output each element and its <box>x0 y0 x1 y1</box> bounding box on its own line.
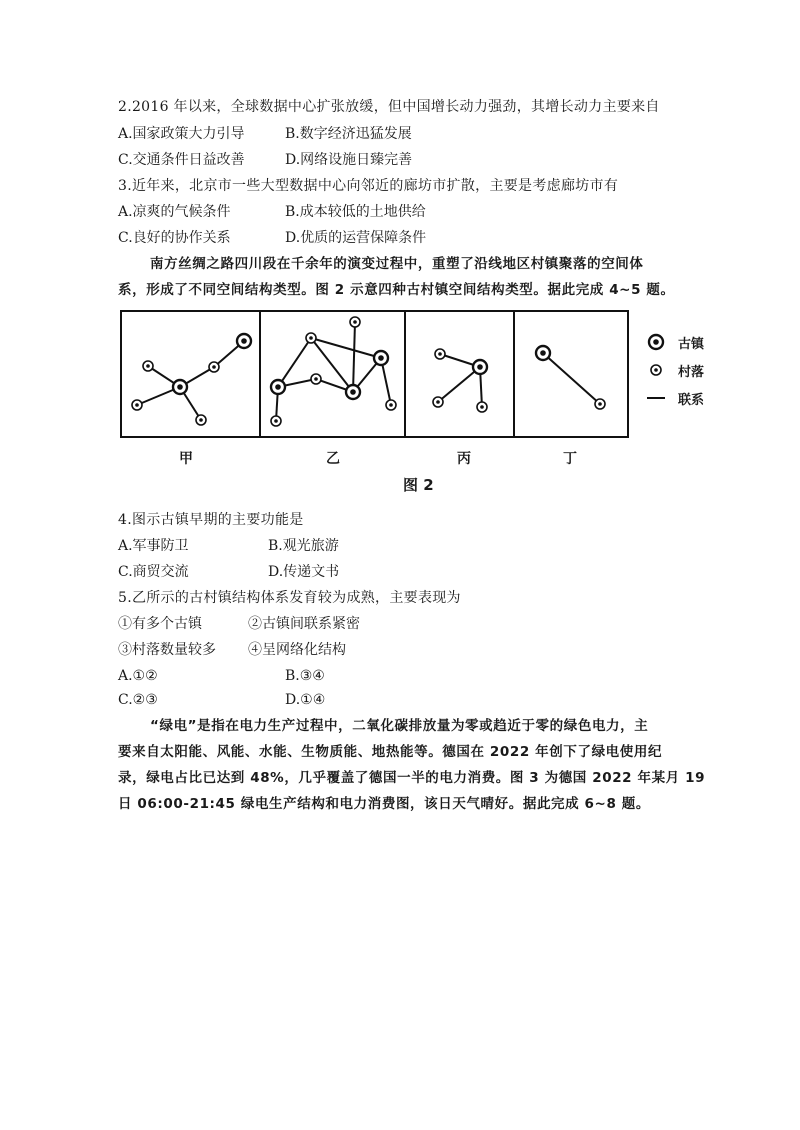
village-node <box>196 415 206 425</box>
panel-ding-link <box>543 353 600 404</box>
intro3-line3: 录，绿电占比已达到 48%，几乎覆盖了德国一半的电力消费。图 3 为德国 2022 年某月 19 <box>118 770 706 786</box>
legend-village-label: 村落 <box>678 365 705 380</box>
panel-label-yi: 乙 <box>326 451 340 467</box>
town-node <box>237 334 251 348</box>
panel-jia-network <box>137 341 244 420</box>
legend-link-label: 联系 <box>678 393 705 408</box>
panel-yi-network <box>276 322 391 421</box>
intro2-line2: 系，形成了不同空间结构类型。图 2 示意四种古村镇空间结构类型。据此完成 4~5 题。 <box>118 282 675 298</box>
village-node <box>311 374 321 384</box>
q3-option-c: C.良好的协作关系 <box>118 230 231 246</box>
q4-option-b: B.观光旅游 <box>268 538 339 554</box>
intro3-line1: “绿电”是指在电力生产过程中，二氧化碳排放量为零或趋近于零的绿色电力，主 <box>150 718 649 734</box>
panel-label-ding: 丁 <box>563 451 577 467</box>
village-node <box>306 333 316 343</box>
q4-stem: 4.图示古镇早期的主要功能是 <box>118 512 304 528</box>
panel-label-bing: 丙 <box>457 451 471 467</box>
town-node <box>173 380 187 394</box>
legend-town-label: 古镇 <box>678 337 705 352</box>
village-node <box>350 317 360 327</box>
figure-2-caption: 图 2 <box>403 476 434 494</box>
town-node <box>374 351 388 365</box>
q3-option-a: A.凉爽的气候条件 <box>118 204 231 220</box>
intro2-line1: 南方丝绸之路四川段在千余年的演变过程中，重塑了沿线地区村镇聚落的空间体 <box>150 256 644 272</box>
q5-statement-2: ②古镇间联系紧密 <box>248 616 360 632</box>
figure-2-diagram <box>118 308 698 498</box>
village-node <box>386 400 396 410</box>
q2-option-c: C.交通条件日益改善 <box>118 152 245 168</box>
q5-statement-3: ③村落数量较多 <box>118 642 216 658</box>
intro3-line2: 要来自太阳能、风能、水能、生物质能、地热能等。德国在 2022 年创下了绿电使用纪 <box>118 744 663 760</box>
q3-option-d: D.优质的运营保障条件 <box>285 230 427 246</box>
legend-town-icon <box>649 335 663 349</box>
village-node <box>595 399 605 409</box>
town-node <box>473 360 487 374</box>
village-node <box>132 400 142 410</box>
village-node <box>209 362 219 372</box>
q2-option-a: A.国家政策大力引导 <box>118 126 245 142</box>
legend-village-icon <box>651 365 661 375</box>
q2-option-d: D.网络设施日臻完善 <box>285 152 413 168</box>
q4-option-a: A.军事防卫 <box>118 538 189 554</box>
q4-option-c: C.商贸交流 <box>118 564 189 580</box>
town-node <box>536 346 550 360</box>
q5-option-d: D.①④ <box>285 692 326 708</box>
q4-option-d: D.传递文书 <box>268 564 340 580</box>
town-node <box>271 380 285 394</box>
q5-statement-4: ④呈网络化结构 <box>248 642 346 658</box>
intro3-line4: 日 06:00-21:45 绿电生产结构和电力消费图，该日天气晴好。据此完成 6~8 题。 <box>118 796 650 812</box>
village-node <box>433 397 443 407</box>
town-node <box>346 385 360 399</box>
village-node <box>271 416 281 426</box>
q5-statement-1: ①有多个古镇 <box>118 616 202 632</box>
q5-option-c: C.②③ <box>118 692 158 708</box>
q5-option-a: A.①② <box>118 668 158 684</box>
village-node <box>143 361 153 371</box>
q3-option-b: B.成本较低的土地供给 <box>285 204 426 220</box>
q3-stem: 3.近年来，北京市一些大型数据中心向邻近的廊坊市扩散，主要是考虑廊坊市有 <box>118 178 619 194</box>
village-node <box>477 402 487 412</box>
q5-stem: 5.乙所示的古村镇结构体系发育较为成熟，主要表现为 <box>118 590 461 606</box>
panel-label-jia: 甲 <box>179 451 193 467</box>
q2-option-b: B.数字经济迅猛发展 <box>285 126 412 142</box>
q2-stem: 2.2016 年以来，全球数据中心扩张放缓，但中国增长动力强劲，其增长动力主要来自 <box>118 99 660 115</box>
village-node <box>435 349 445 359</box>
q5-option-b: B.③④ <box>285 668 325 684</box>
